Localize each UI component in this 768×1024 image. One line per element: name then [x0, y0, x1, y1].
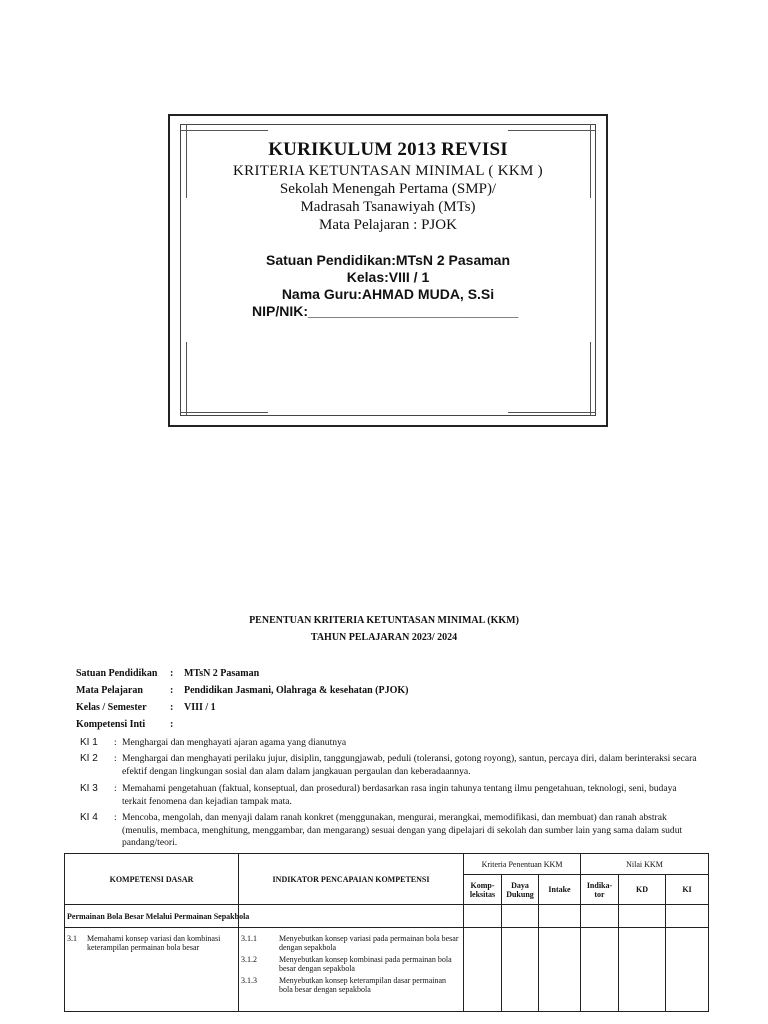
ki-code: KI 3: [80, 783, 98, 794]
cover-school-type-1: Sekolah Menengah Pertama (SMP)/: [279, 181, 497, 197]
ki-code: KI 4: [80, 812, 98, 823]
ki-code: KI 2: [80, 753, 98, 764]
sub-header-indikator: Indika-tor: [581, 875, 619, 905]
info-value: Pendidikan Jasmani, Olahraga & kesehatan (PJOK): [184, 685, 409, 696]
cell-daya-dukung: [502, 928, 539, 1012]
info-label: Satuan Pendidikan: [76, 668, 158, 679]
indicator-item: 3.1.1 Menyebutkan konsep variasi pada permainan bola besar dengan sepakbola: [241, 934, 459, 952]
info-value: MTsN 2 Pasaman: [184, 668, 260, 679]
frame-corner-line: [508, 412, 596, 413]
page-subheading: TAHUN PELAJARAN 2023/ 2024: [310, 632, 458, 643]
info-row: Kompetensi Inti :: [76, 719, 174, 730]
kkm-table: [64, 853, 709, 1012]
frame-corner-line: [508, 130, 596, 131]
cover-subject: Mata Pelajaran : PJOK: [319, 217, 457, 233]
cover-class: Kelas:VIII / 1: [346, 269, 430, 285]
cover-content: [180, 138, 596, 320]
cover-unit: Satuan Pendidikan:MTsN 2 Pasaman: [265, 252, 511, 268]
cell-kd: [619, 928, 666, 1012]
group-header-nilai: Nilai KKM: [581, 854, 709, 875]
cell-intake: [539, 928, 581, 1012]
ki-item: KI 3 : Memahami pengetahuan (faktual, konseptual, dan prosedural) berdasarkan rasa ingin tahunya tentang ilmu pengetahuan, teknologi, seni, budaya terkait fenomena dan kejadian tampak mata.: [80, 783, 700, 808]
kd-number: 3.1: [67, 934, 77, 943]
section-title: Permainan Bola Besar Melalui Permainan Sepakbola: [65, 905, 239, 928]
info-row: Mata Pelajaran : Pendidikan Jasmani, Olahraga & kesehatan (PJOK): [76, 685, 409, 696]
ki-text: Menghargai dan menghayati perilaku jujur, disiplin, tanggungjawab, peduli (toleransi, gotong royong), santun, percaya diri, dalam berinteraksi secara efektif dengan lingkungan sosial dan alam dalam jangkauan pergaulan dan keberadaannya.: [122, 753, 697, 777]
ki-text: Menghargai dan menghayati ajaran agama yang dianutnya: [122, 737, 347, 748]
info-label: Mata Pelajaran: [76, 685, 143, 696]
info-row: Satuan Pendidikan : MTsN 2 Pasaman: [76, 668, 260, 679]
cover-teacher: Nama Guru:AHMAD MUDA, S.Si: [281, 286, 495, 302]
cover-subtitle: KRITERIA KETUNTASAN MINIMAL ( KKM ): [233, 163, 543, 179]
sub-header-ki: KI: [666, 875, 709, 905]
group-header-kriteria: Kriteria Penentuan KKM: [464, 854, 581, 875]
cover-nip: NIP/NIK:___________________________: [252, 303, 519, 319]
indicator-item: 3.1.3 Menyebutkan konsep keterampilan dasar permainan bola besar dengan sepakbola: [241, 976, 447, 994]
kd-text: Memahami konsep variasi dan kombinasi keterampilan permainan bola besar: [87, 934, 221, 952]
cell-kompleksitas: [464, 928, 502, 1012]
sub-header-kompleksitas: Komp-leksitas: [464, 875, 502, 905]
frame-corner-line: [590, 342, 591, 416]
info-row: Kelas / Semester : VIII / 1: [76, 702, 216, 713]
frame-corner-line: [180, 130, 268, 131]
cell-indikator: [581, 928, 619, 1012]
cover-title: KURIKULUM 2013 REVISI: [268, 139, 508, 160]
cover-school-type-2: Madrasah Tsanawiyah (MTs): [300, 199, 476, 215]
ki-item: KI 2 : Menghargai dan menghayati perilaku jujur, disiplin, tanggungjawab, peduli (toleransi, gotong royong), santun, percaya diri, dalam berinteraksi secara efektif dengan lingkungan sosial dan alam dalam jangkauan pergaulan dan keberadaannya.: [80, 753, 700, 778]
col-header-kd: KOMPETENSI DASAR: [65, 854, 239, 905]
info-label: Kompetensi Inti: [76, 719, 146, 730]
sub-header-intake: Intake: [539, 875, 581, 905]
col-header-ipk: INDIKATOR PENCAPAIAN KOMPETENSI: [239, 854, 464, 905]
ki-item: KI 4 : Mencoba, mengolah, dan menyaji dalam ranah konkret (menggunakan, mengurai, merangkai, memodifikasi, dan membuat) dan ranah abstrak (menulis, membaca, menghitung, menggambar, dan mengarang) sesuai dengan yang dipelajari di sekolah dan sumber lain yang sama dalam sudut pandang/teori.: [80, 812, 700, 850]
page-heading: PENENTUAN KRITERIA KETUNTASAN MINIMAL (KKM): [249, 615, 519, 626]
sub-header-daya-dukung: Daya Dukung: [502, 875, 539, 905]
sub-header-kd: KD: [619, 875, 666, 905]
ki-text: Memahami pengetahuan (faktual, konseptual, dan prosedural) berdasarkan rasa ingin tahunya tentang ilmu pengetahuan, teknologi, seni, budaya terkait fenomena dan kejadian tampak mata.: [122, 783, 677, 807]
frame-corner-line: [186, 342, 187, 416]
indicator-cell: [239, 928, 464, 1012]
kd-cell: [65, 928, 239, 1012]
info-value: VIII / 1: [184, 702, 216, 713]
ki-item: KI 1 : Menghargai dan menghayati ajaran agama yang dianutnya: [80, 737, 700, 750]
ki-code: KI 1: [80, 737, 98, 748]
table-row: [65, 928, 709, 1012]
frame-corner-line: [180, 412, 268, 413]
ki-text: Mencoba, mengolah, dan menyaji dalam ranah konkret (menggunakan, mengurai, merangkai, memodifikasi, dan membuat) dan ranah abstrak (menulis, membaca, menghitung, menggambar, dan mengarang) sesuai dengan yang dipelajari di sekolah dan sumber lain yang sama dalam sudut pandang/teori.: [122, 812, 683, 848]
cell-ki: [666, 928, 709, 1012]
table-section-row: [65, 905, 709, 928]
indicator-item: 3.1.2 Menyebutkan konsep kombinasi pada permainan bola besar dengan sepakbola: [241, 955, 452, 973]
info-label: Kelas / Semester: [76, 702, 147, 713]
